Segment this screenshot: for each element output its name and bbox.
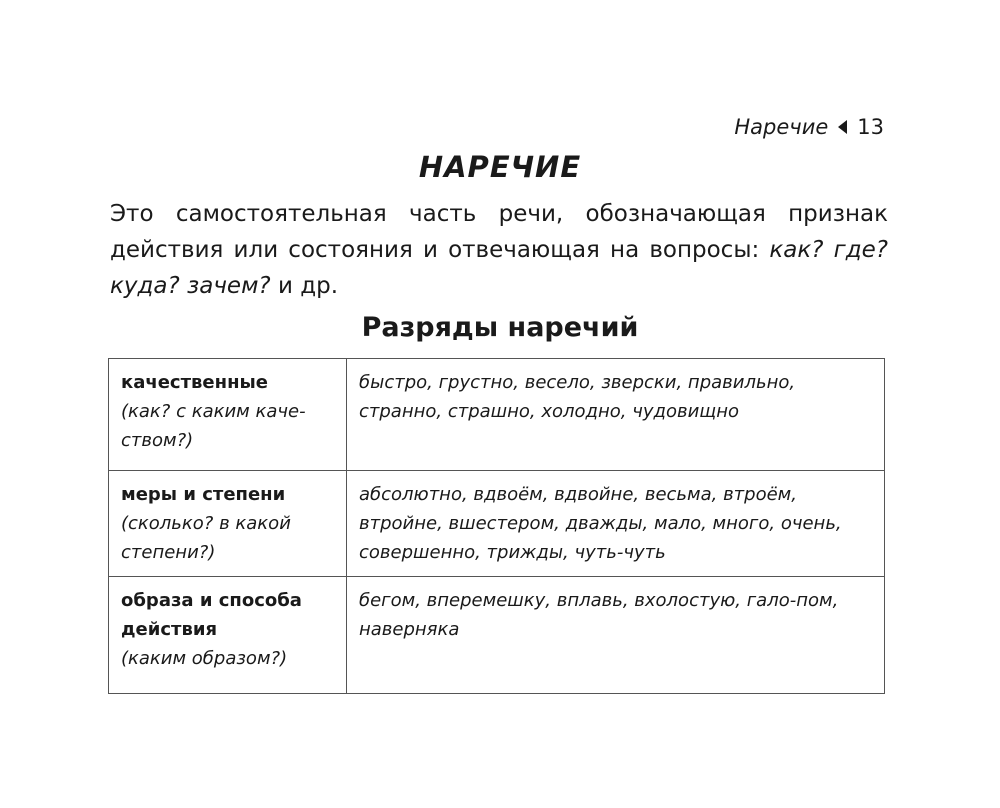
table-row [109, 359, 885, 471]
definition-tail: и др. [270, 273, 339, 299]
definition-paragraph [110, 196, 888, 304]
category-name: качественные [121, 372, 268, 393]
category-cell [109, 471, 347, 577]
running-head-section: Наречие [734, 115, 829, 139]
category-cell [109, 359, 347, 471]
category-question: (каким образом?) [121, 648, 288, 669]
definition-text: Это самостоятельная часть речи, обозначающая признак действия или состояния и отвечающая на вопросы: [110, 201, 888, 263]
adverb-classes-table [108, 358, 885, 694]
examples-cell: быстро, грустно, весело, зверски, правильно, странно, страшно, холодно, чудовищно [347, 359, 885, 471]
left-arrow-icon [838, 120, 847, 134]
examples-cell: бегом, вперемешку, вплавь, вхолостую, гало-пом, наверняка [347, 577, 885, 694]
definition-questions: как? где? куда? зачем? [110, 237, 888, 299]
category-question: (сколько? в какой степени?) [121, 513, 291, 563]
page-title: НАРЕЧИЕ [418, 150, 582, 184]
table-row [109, 471, 885, 577]
category-name: образа и способа действия [121, 590, 302, 640]
table-row [109, 577, 885, 694]
page-number: 13 [857, 115, 884, 139]
section-subtitle: Разряды наречий [361, 312, 639, 343]
examples-cell: абсолютно, вдвоём, вдвойне, весьма, втроём, втройне, вшестером, дважды, мало, много, очень, совершенно, трижды, чуть-чуть [347, 471, 885, 577]
category-name: меры и степени [121, 484, 286, 505]
category-question: (как? с каким каче-ством?) [121, 401, 306, 451]
running-head [734, 114, 884, 140]
category-cell [109, 577, 347, 694]
